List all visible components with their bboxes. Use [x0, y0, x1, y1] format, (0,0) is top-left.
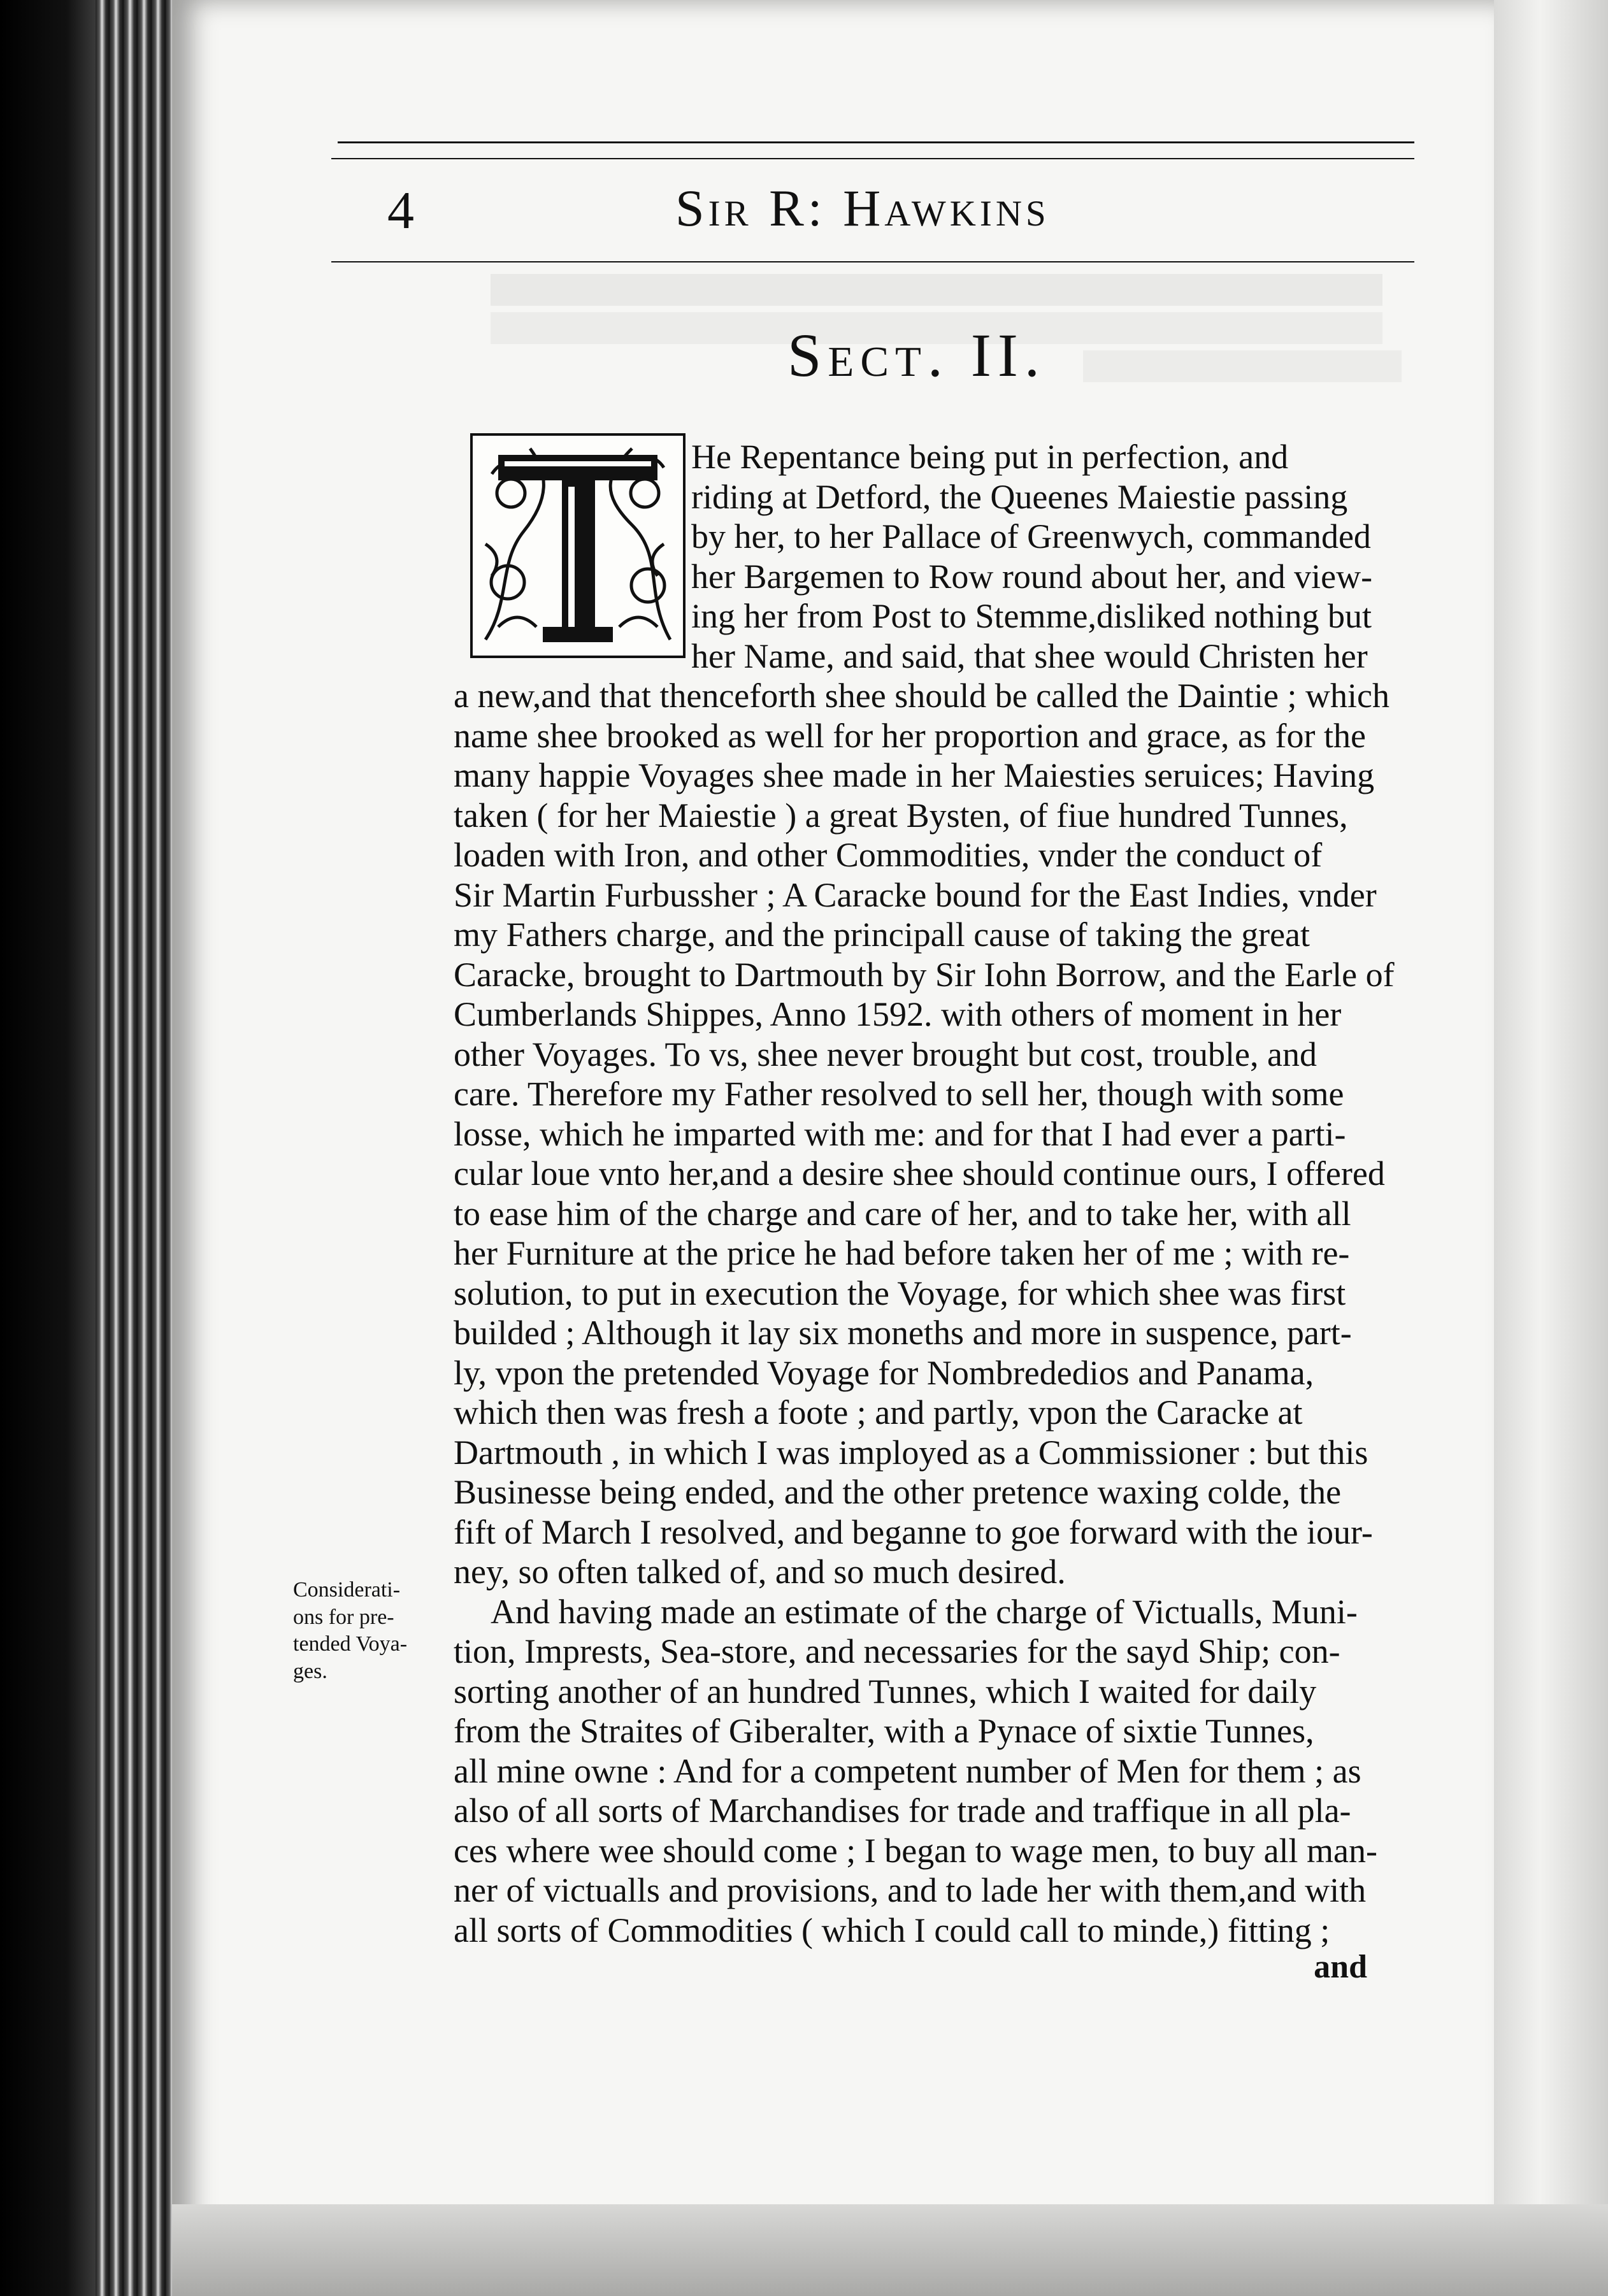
text-line: He Repentance being put in perfection, and: [691, 438, 1289, 476]
margin-note-line: ges.: [293, 1659, 327, 1683]
section-heading: Sect. II.: [787, 321, 1046, 389]
text-line: which then was fresh a foote ; and partly, vpon the Caracke at: [454, 1393, 1303, 1431]
header-rule-double: [331, 158, 1414, 159]
margin-note-line: Considerati-: [293, 1578, 401, 1602]
margin-note: [293, 1577, 427, 1685]
text-line: Businesse being ended, and the other pretence waxing colde, the: [454, 1473, 1342, 1511]
text-line: sorting another of an hundred Tunnes, which I waited for daily: [454, 1672, 1317, 1711]
text-line: Sir Martin Furbussher ; A Caracke bound for the East Indies, vnder: [454, 875, 1377, 914]
text-line: a new,and that thenceforth shee should be called the Daintie ; which: [454, 677, 1389, 715]
text-line: fift of March I resolved, and beganne to goe forward with the iour-: [454, 1512, 1373, 1551]
text-line: taken ( for her Maiestie ) a great Bysten, of fiue hundred Tunnes,: [454, 796, 1348, 835]
text-line: to ease him of the charge and care of her, and to take her, with all: [454, 1194, 1351, 1233]
page-stack-edge: [1494, 0, 1608, 2296]
text-line: also of all sorts of Marchandises for trade and traffique in all pla-: [454, 1791, 1351, 1830]
header-rule-bottom: [331, 261, 1414, 262]
text-line: Caracke, brought to Dartmouth by Sir Iohn Borrow, and the Earle of: [454, 955, 1395, 994]
text-line: her Bargemen to Row round about her, and view-: [691, 557, 1373, 596]
text-line: my Fathers charge, and the principall cause of taking the great: [454, 915, 1310, 954]
margin-note-line: ons for pre-: [293, 1605, 394, 1629]
dropcap-foliage-ornament: [473, 436, 683, 656]
text-line: all mine owne : And for a competent number of Men for them ; as: [454, 1751, 1361, 1790]
book-spine: [96, 0, 178, 2296]
ornamental-dropcap: [470, 433, 686, 658]
text-line: Dartmouth , in which I was imployed as a Commissioner : but this: [454, 1433, 1368, 1472]
text-line: solution, to put in execution the Voyage, for which shee was first: [454, 1274, 1346, 1312]
text-line: by her, to her Pallace of Greenwych, commanded: [691, 517, 1371, 556]
text-line: other Voyages. To vs, shee never brought but cost, trouble, and: [454, 1035, 1317, 1073]
catchword: and: [1314, 1949, 1367, 1985]
text-line: from the Straites of Giberalter, with a Pynace of sixtie Tunnes,: [454, 1712, 1314, 1750]
bleed-through: [491, 274, 1382, 306]
text-line: name shee brooked as well for her proportion and grace, as for the: [454, 716, 1366, 755]
margin-note-line: tended Voya-: [293, 1632, 408, 1656]
text-line: builded ; Although it lay six moneths and more in suspence, part-: [454, 1314, 1352, 1352]
page-bottom-shadow: [172, 2204, 1608, 2296]
text-line: tion, Imprests, Sea-store, and necessaries for the sayd Ship; con-: [454, 1632, 1340, 1670]
text-line: riding at Detford, the Queenes Maiestie passing: [691, 477, 1348, 516]
text-line: many happie Voyages shee made in her Maiesties seruices; Having: [454, 756, 1375, 794]
text-line: ner of victualls and provisions, and to lade her with them,and with: [454, 1871, 1367, 1909]
page-number: 4: [387, 181, 414, 240]
text-line: ces where wee should come ; I began to wage men, to buy all man-: [454, 1831, 1378, 1870]
text-line: ney, so often talked of, and so much desired.: [454, 1553, 1066, 1591]
text-line: cular loue vnto her,and a desire shee should continue ours, I offered: [454, 1154, 1385, 1193]
text-line: all sorts of Commodities ( which I could call to minde,) fitting ;: [454, 1911, 1330, 1949]
scan-left-edge: [0, 0, 96, 2296]
text-line: loaden with Iron, and other Commodities, vnder the conduct of: [454, 836, 1323, 874]
text-line: losse, which he imparted with me: and for that I had ever a parti-: [454, 1114, 1346, 1153]
text-line: And having made an estimate of the charge of Victualls, Muni-: [491, 1592, 1358, 1631]
bleed-through: [1083, 350, 1402, 382]
text-line: care. Therefore my Father resolved to sell her, though with some: [454, 1075, 1344, 1113]
text-line: Cumberlands Shippes, Anno 1592. with others of moment in her: [454, 995, 1342, 1033]
running-head: Sir R: Hawkins: [675, 179, 1050, 237]
text-line: ly, vpon the pretended Voyage for Nombrededios and Panama,: [454, 1353, 1314, 1392]
text-line: her Name, and said, that shee would Christen her: [691, 636, 1368, 675]
text-line: her Furniture at the price he had before taken her of me ; with re-: [454, 1234, 1350, 1272]
header-rule-top: [338, 141, 1414, 143]
text-line: ing her from Post to Stemme,disliked nothing but: [691, 597, 1372, 635]
